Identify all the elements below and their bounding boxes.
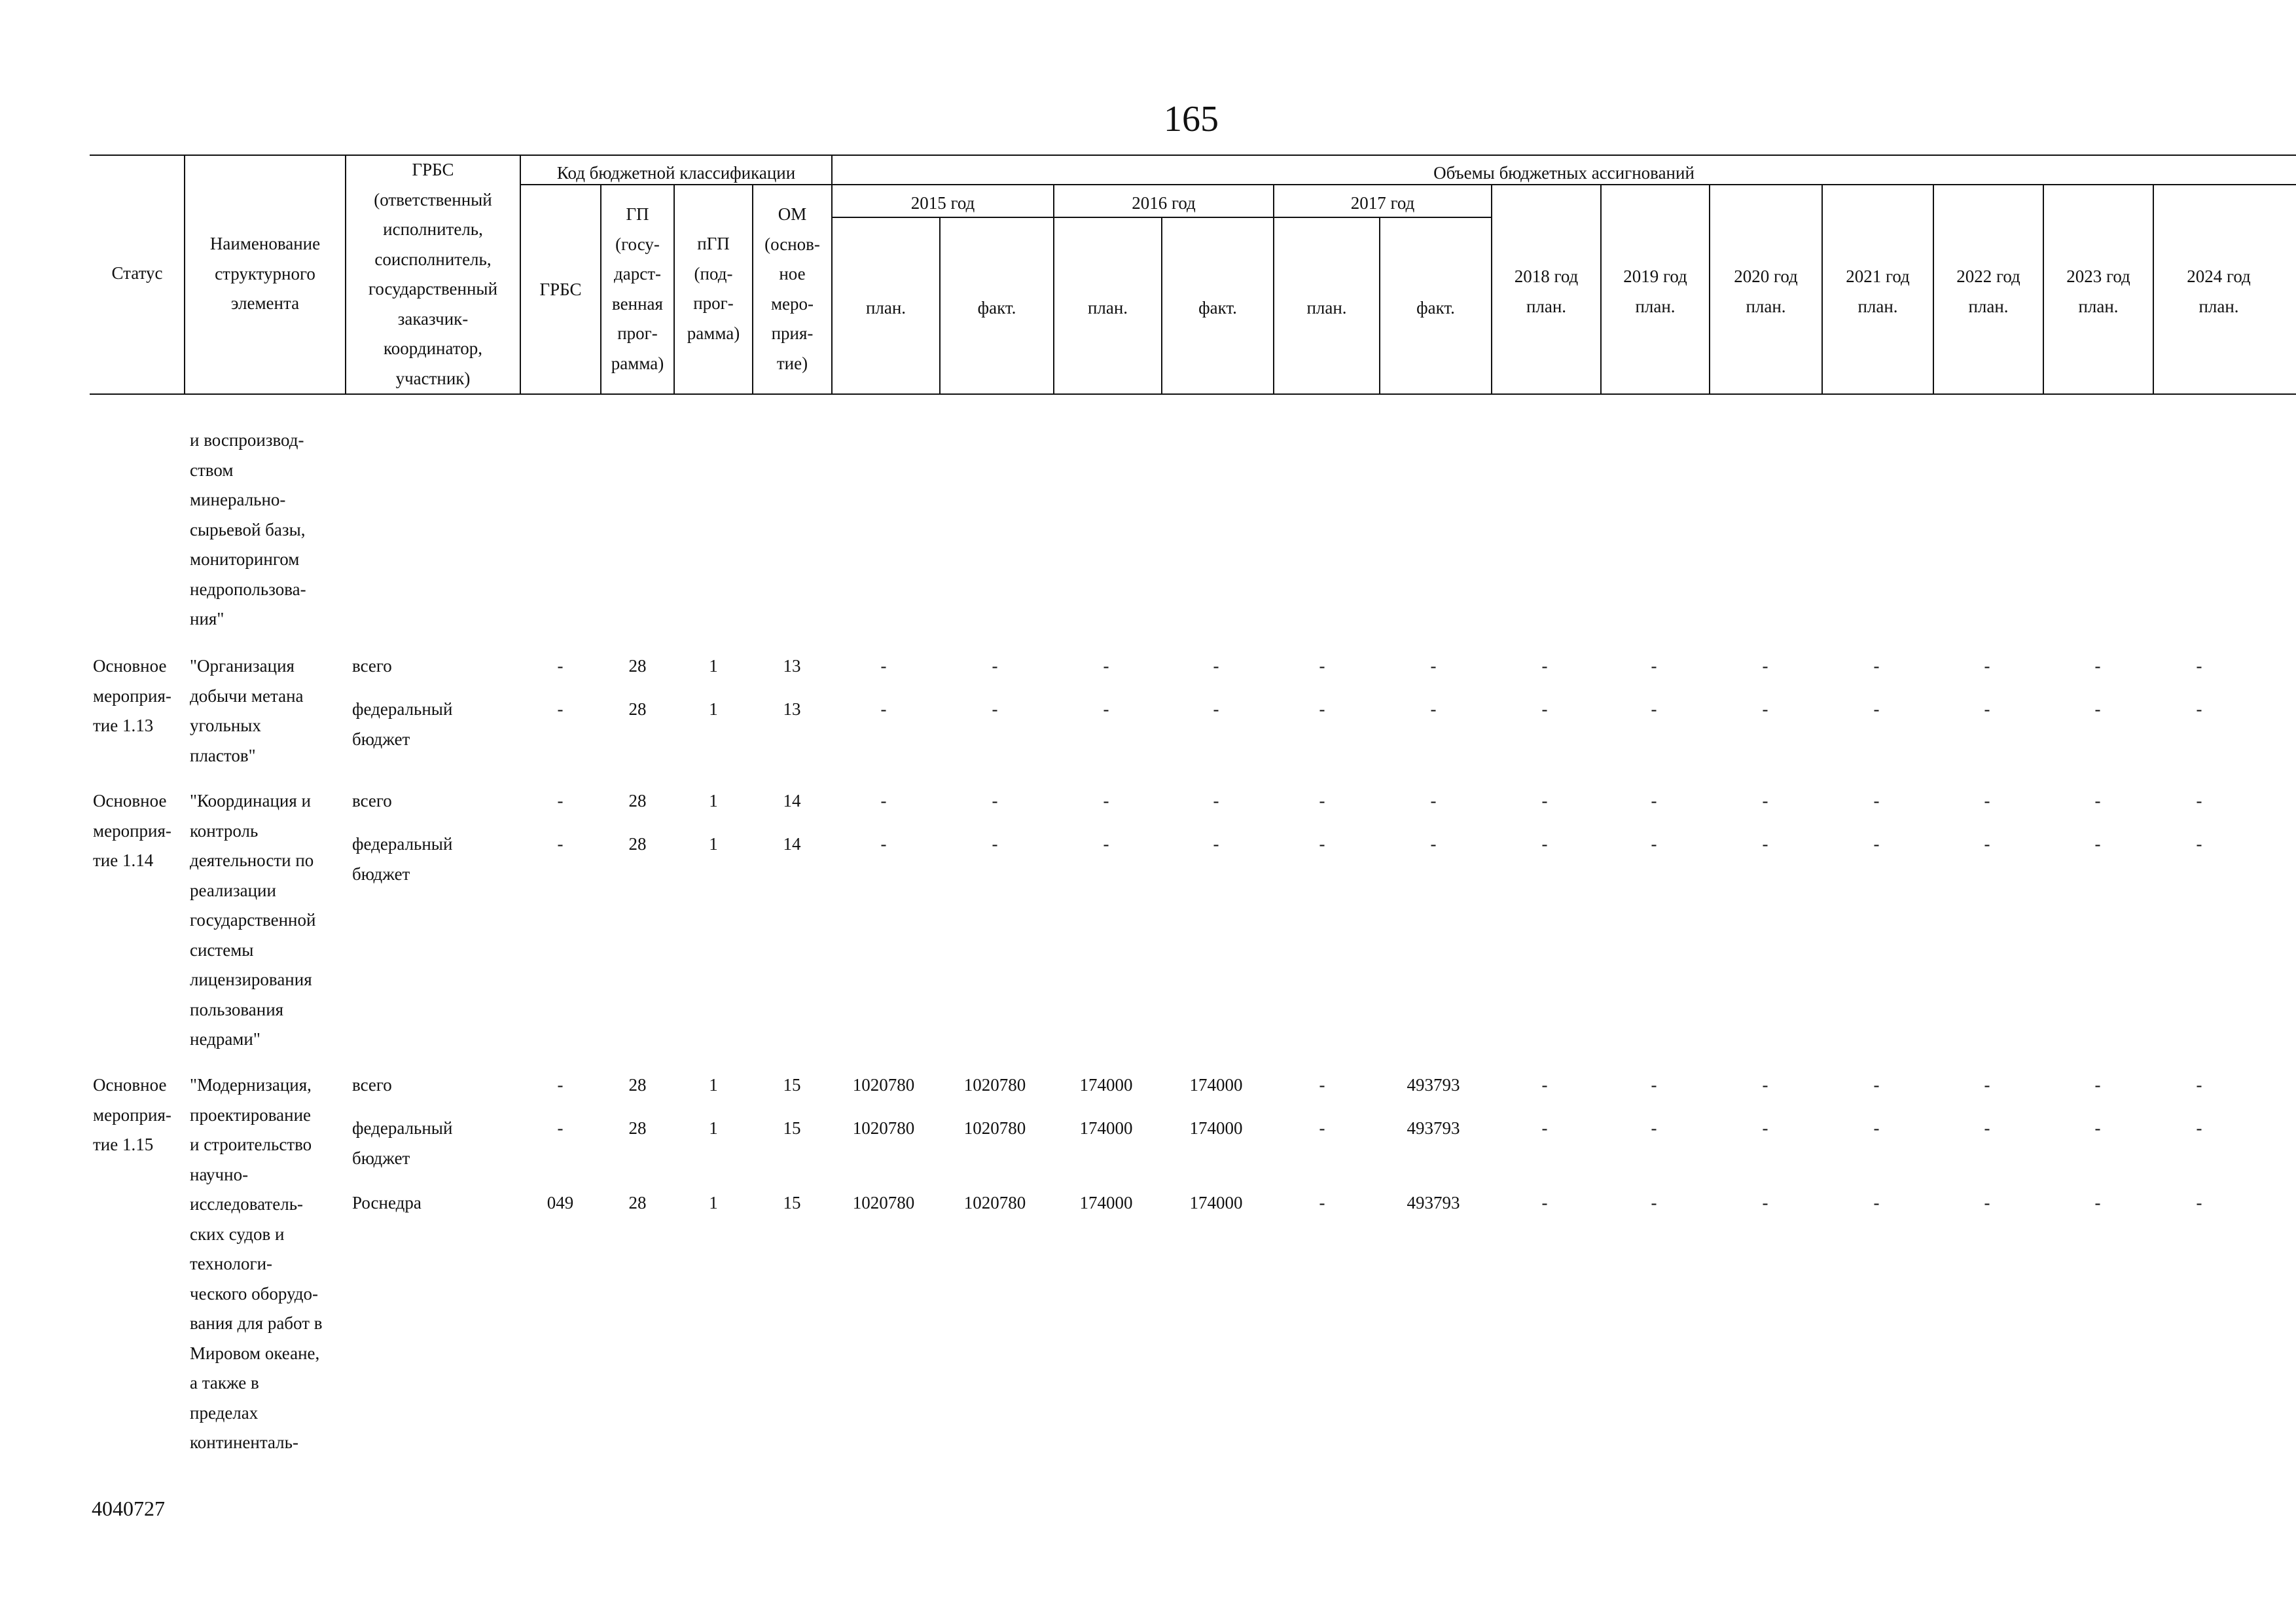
cell-value: - <box>1873 791 1880 811</box>
cell-value: - <box>1984 791 1990 811</box>
cell-value: - <box>1984 834 1990 854</box>
cell-grbs: - <box>557 699 564 719</box>
header-year-2023: 2023 год план. <box>2066 266 2130 316</box>
row-name: "Организация добычи метана угольных пластов" <box>190 656 304 765</box>
cell-value: - <box>1213 834 1219 854</box>
cell-value: - <box>1319 791 1325 811</box>
row-source: всего <box>352 1075 392 1095</box>
cell-pgp: 1 <box>709 656 718 676</box>
cell-value: 1020780 <box>852 1075 915 1095</box>
cell-gp: 28 <box>628 1118 647 1138</box>
cell-value: - <box>880 834 887 854</box>
cell-value: 1020780 <box>852 1193 915 1213</box>
cell-gp: 28 <box>628 699 647 719</box>
cell-gp: 28 <box>628 656 647 676</box>
cell-value: - <box>1319 1193 1325 1213</box>
header-year-2016: 2016 год <box>1132 193 1196 213</box>
cell-grbs: - <box>557 1075 564 1095</box>
cell-value: 174000 <box>1079 1075 1133 1095</box>
cell-value: 1020780 <box>963 1193 1026 1213</box>
cell-value: - <box>1103 656 1109 676</box>
cell-value: - <box>992 791 998 811</box>
cell-value: - <box>1651 699 1657 719</box>
cell-value: - <box>1319 1075 1325 1095</box>
row-name: "Координация и контроль деятельности по реализации государственной системы лицензирования пользования недрами" <box>190 791 316 1049</box>
carryover-name: и воспроизвод- ством минерально- сырьевой базы, мониторингом недропользова- ния" <box>190 430 306 629</box>
header-pgp: пГП (под- прог- рамма) <box>687 234 740 343</box>
cell-pgp: 1 <box>709 699 718 719</box>
header-2015-fact: факт. <box>977 298 1016 318</box>
cell-value: - <box>1541 1075 1548 1095</box>
row-status: Основное мероприя- тие 1.15 <box>93 1075 171 1154</box>
cell-value: - <box>1873 1075 1880 1095</box>
header-year-2020: 2020 год план. <box>1734 266 1798 316</box>
cell-grbs: - <box>557 791 564 811</box>
cell-om: 15 <box>783 1118 801 1138</box>
cell-value: - <box>2196 791 2202 811</box>
cell-value: 174000 <box>1189 1193 1243 1213</box>
cell-value: - <box>992 656 998 676</box>
cell-value: - <box>2094 1193 2101 1213</box>
cell-value: - <box>1762 791 1768 811</box>
header-volumes-group: Объемы бюджетных ассигнований <box>1433 163 1695 183</box>
cell-value: - <box>2196 699 2202 719</box>
cell-value: 493793 <box>1407 1075 1460 1095</box>
cell-value: - <box>1762 834 1768 854</box>
header-code-group: Код бюджетной классификации <box>556 163 796 183</box>
header-2015-plan: план. <box>865 298 906 318</box>
cell-gp: 28 <box>628 1075 647 1095</box>
row-name: "Модернизация, проектирование и строительство научно- исследователь- ских судов и технологи- ческого оборудо- вания для работ в Мировом океане, а также в пределах континенталь- <box>190 1075 323 1452</box>
cell-value: - <box>1984 1193 1990 1213</box>
cell-value: - <box>2094 699 2101 719</box>
cell-value: - <box>1430 834 1437 854</box>
cell-value: - <box>1541 834 1548 854</box>
cell-value: - <box>2196 656 2202 676</box>
cell-om: 14 <box>783 791 801 811</box>
cell-value: - <box>2094 1118 2101 1138</box>
header-grbs: ГРБС <box>539 280 582 299</box>
row-status: Основное мероприя- тие 1.14 <box>93 791 171 870</box>
header-2017-plan: план. <box>1306 298 1347 318</box>
row-source: федеральный бюджет <box>352 834 453 884</box>
header-year-2022: 2022 год план. <box>1956 266 2020 316</box>
header-2017-fact: факт. <box>1416 298 1455 318</box>
cell-value: - <box>2196 1118 2202 1138</box>
header-grbs-full: ГРБС (ответственный исполнитель, соисполнитель, государственный заказчик- координатор, участник) <box>368 160 498 388</box>
row-source: Роснедра <box>352 1193 422 1213</box>
cell-value: - <box>1541 1118 1548 1138</box>
cell-pgp: 1 <box>709 1118 718 1138</box>
cell-value: - <box>1873 699 1880 719</box>
cell-value: - <box>1984 1075 1990 1095</box>
cell-value: - <box>1762 699 1768 719</box>
cell-value: - <box>1762 656 1768 676</box>
row-source: федеральный бюджет <box>352 1118 453 1168</box>
row-source: всего <box>352 656 392 676</box>
cell-value: - <box>1541 656 1548 676</box>
cell-om: 13 <box>783 699 801 719</box>
cell-value: - <box>1430 699 1437 719</box>
cell-value: - <box>2094 791 2101 811</box>
cell-value: - <box>1762 1193 1768 1213</box>
cell-value: 174000 <box>1189 1075 1243 1095</box>
cell-value: - <box>2196 834 2202 854</box>
cell-value: 1020780 <box>963 1118 1026 1138</box>
cell-value: - <box>1430 656 1437 676</box>
page-number: 165 <box>1164 99 1219 139</box>
header-om: ОМ (основ- ное меро- прия- тие) <box>764 204 820 373</box>
cell-value: - <box>1213 699 1219 719</box>
cell-value: - <box>880 699 887 719</box>
table-header <box>0 0 2296 406</box>
cell-value: - <box>1873 834 1880 854</box>
header-2016-plan: план. <box>1087 298 1128 318</box>
cell-value: - <box>1651 1193 1657 1213</box>
header-year-2017: 2017 год <box>1350 193 1415 213</box>
cell-pgp: 1 <box>709 834 718 854</box>
header-year-2018: 2018 год план. <box>1514 266 1579 316</box>
cell-pgp: 1 <box>709 1075 718 1095</box>
cell-value: - <box>1984 656 1990 676</box>
cell-value: 1020780 <box>852 1118 915 1138</box>
cell-value: - <box>2196 1193 2202 1213</box>
cell-value: 493793 <box>1407 1193 1460 1213</box>
cell-value: - <box>1319 834 1325 854</box>
cell-value: - <box>2094 834 2101 854</box>
header-year-2021: 2021 год план. <box>1846 266 1910 316</box>
cell-value: - <box>1541 1193 1548 1213</box>
header-year-2024: 2024 год план. <box>2187 266 2251 316</box>
cell-value: - <box>1319 699 1325 719</box>
row-status: Основное мероприя- тие 1.13 <box>93 656 171 735</box>
cell-grbs: 049 <box>547 1193 574 1213</box>
cell-value: - <box>880 791 887 811</box>
cell-value: - <box>1103 791 1109 811</box>
cell-pgp: 1 <box>709 1193 718 1213</box>
cell-value: - <box>1541 699 1548 719</box>
cell-value: - <box>1762 1118 1768 1138</box>
cell-value: - <box>2196 1075 2202 1095</box>
cell-value: 174000 <box>1079 1118 1133 1138</box>
header-status: Статус <box>111 263 163 283</box>
cell-value: - <box>1873 656 1880 676</box>
cell-grbs: - <box>557 656 564 676</box>
cell-value: - <box>1430 791 1437 811</box>
cell-value: - <box>1984 699 1990 719</box>
cell-om: 15 <box>783 1193 801 1213</box>
cell-value: - <box>1651 1075 1657 1095</box>
header-year-2019: 2019 год план. <box>1623 266 1687 316</box>
cell-gp: 28 <box>628 1193 647 1213</box>
cell-gp: 28 <box>628 834 647 854</box>
cell-value: - <box>1651 1118 1657 1138</box>
cell-value: - <box>1762 1075 1768 1095</box>
cell-value: - <box>1103 699 1109 719</box>
cell-value: - <box>1213 656 1219 676</box>
cell-value: - <box>992 834 998 854</box>
cell-gp: 28 <box>628 791 647 811</box>
cell-om: 13 <box>783 656 801 676</box>
cell-pgp: 1 <box>709 791 718 811</box>
cell-value: - <box>992 699 998 719</box>
row-source: всего <box>352 791 392 811</box>
cell-om: 14 <box>783 834 801 854</box>
cell-value: - <box>1213 791 1219 811</box>
cell-value: - <box>1873 1193 1880 1213</box>
header-2016-fact: факт. <box>1198 298 1237 318</box>
cell-value: 174000 <box>1189 1118 1243 1138</box>
cell-value: - <box>1103 834 1109 854</box>
cell-value: 174000 <box>1079 1193 1133 1213</box>
cell-value: - <box>1984 1118 1990 1138</box>
cell-value: - <box>1651 791 1657 811</box>
document-code: 4040727 <box>92 1497 165 1520</box>
cell-value: - <box>2094 656 2101 676</box>
cell-grbs: - <box>557 834 564 854</box>
cell-value: - <box>1319 656 1325 676</box>
cell-value: - <box>1319 1118 1325 1138</box>
cell-value: - <box>1541 791 1548 811</box>
header-gp: ГП (госу- дарст- венная прог- рамма) <box>611 204 664 373</box>
cell-om: 15 <box>783 1075 801 1095</box>
header-name: Наименование структурного элемента <box>209 234 321 313</box>
row-source: федеральный бюджет <box>352 699 453 749</box>
header-year-2015: 2015 год <box>910 193 975 213</box>
cell-grbs: - <box>557 1118 564 1138</box>
cell-value: - <box>880 656 887 676</box>
cell-value: - <box>1651 656 1657 676</box>
cell-value: - <box>1873 1118 1880 1138</box>
cell-value: - <box>2094 1075 2101 1095</box>
cell-value: 1020780 <box>963 1075 1026 1095</box>
cell-value: 493793 <box>1407 1118 1460 1138</box>
cell-value: - <box>1651 834 1657 854</box>
